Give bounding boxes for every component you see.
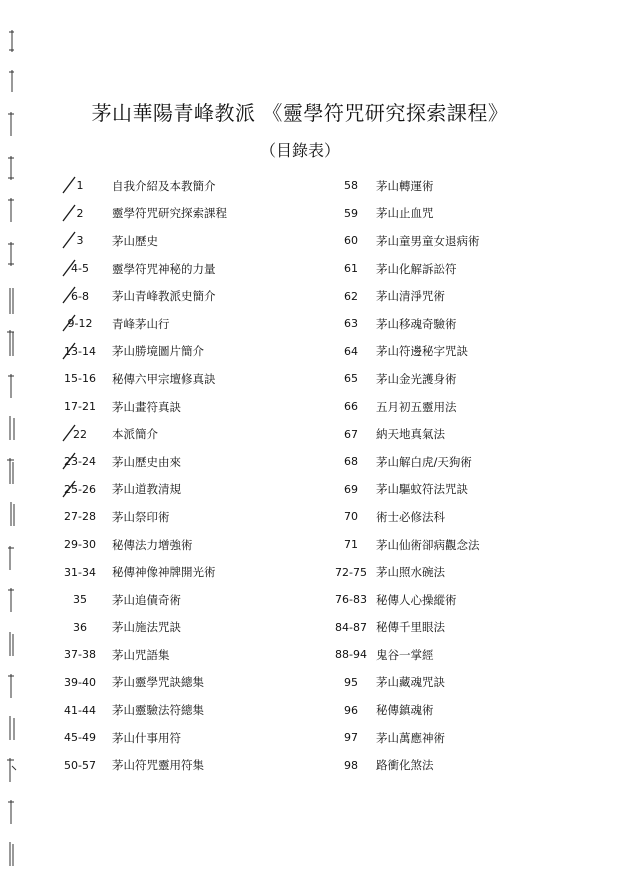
toc-entry (52, 338, 332, 366)
toc-chapter-title: 秘傳法力增強術 (112, 537, 193, 552)
toc-entry (52, 393, 332, 421)
toc-page-number: 58 (344, 179, 358, 193)
toc-page-number: 31-34 (64, 565, 96, 579)
toc-chapter-title: 秘傳鎮魂術 (376, 703, 434, 718)
toc-entry (52, 420, 332, 448)
toc-chapter-title: 茅山止血咒 (376, 206, 434, 221)
toc-page-number: 64 (344, 344, 358, 358)
toc-page-number: 13-14 (64, 344, 96, 358)
toc-chapter-title: 秘傳千里眼法 (376, 620, 445, 635)
toc-entry (328, 282, 608, 310)
toc-chapter-title: 術士必修法科 (376, 509, 445, 524)
toc-entry (52, 172, 332, 200)
toc-page-number: 25-26 (64, 482, 96, 496)
toc-chapter-title: 靈學符咒神秘的力量 (112, 261, 216, 276)
toc-entry (328, 696, 608, 724)
toc-page-number: 61 (344, 262, 358, 276)
handwritten-check-mark (60, 312, 80, 334)
handwritten-check-mark (60, 422, 80, 444)
toc-entry (328, 586, 608, 614)
toc-entry (328, 669, 608, 697)
toc-chapter-title: 茅山照水碗法 (376, 565, 445, 580)
toc-page-number: 9-12 (67, 317, 93, 331)
toc-page-number: 95 (344, 675, 358, 689)
toc-page-number: 37-38 (64, 648, 96, 662)
toc-chapter-title: 茅山轉運術 (376, 178, 434, 193)
document-subtitle: （目錄表） (259, 141, 340, 160)
toc-page-number: 1 (76, 179, 84, 193)
handwritten-check-mark (60, 229, 80, 251)
toc-entry (52, 696, 332, 724)
toc-page-number: 98 (344, 758, 358, 772)
toc-chapter-title: 茅山移魂奇驗術 (376, 316, 457, 331)
toc-chapter-title: 路衝化煞法 (376, 758, 434, 773)
toc-entry (328, 255, 608, 283)
toc-left-column (52, 172, 332, 779)
toc-chapter-title: 茅山清淨咒術 (376, 289, 445, 304)
toc-page-number: 39-40 (64, 675, 96, 689)
toc-entry (328, 641, 608, 669)
toc-entry (328, 420, 608, 448)
toc-chapter-title: 茅山咒語集 (112, 647, 170, 662)
toc-entry (52, 476, 332, 504)
toc-entry (328, 365, 608, 393)
toc-entry (52, 200, 332, 228)
toc-entry (328, 448, 608, 476)
toc-entry (52, 614, 332, 642)
handwritten-check-mark (60, 202, 80, 224)
toc-page-number: 76-83 (335, 593, 367, 607)
toc-chapter-title: 茅山童男童女退病術 (376, 233, 480, 248)
toc-chapter-title: 納天地真氣法 (376, 427, 445, 442)
toc-chapter-title: 茅山仙術卻病觀念法 (376, 537, 480, 552)
handwritten-check-mark (60, 450, 80, 472)
toc-page-number: 60 (344, 234, 358, 248)
toc-chapter-title: 茅山靈學咒訣總集 (112, 675, 204, 690)
toc-page-number: 2 (76, 206, 84, 220)
toc-page-number: 71 (344, 538, 358, 552)
toc-entry (328, 503, 608, 531)
toc-page-number: 27-28 (64, 510, 96, 524)
toc-chapter-title: 茅山符邊秘字咒訣 (376, 344, 468, 359)
handwritten-check-mark (60, 257, 80, 279)
toc-chapter-title: 茅山施法咒訣 (112, 620, 181, 635)
toc-entry (328, 393, 608, 421)
toc-chapter-title: 五月初五靈用法 (376, 399, 457, 414)
toc-chapter-title: 茅山什事用符 (112, 730, 181, 745)
toc-page-number: 88-94 (335, 648, 367, 662)
toc-entry (52, 503, 332, 531)
toc-page-number: 22 (73, 427, 87, 441)
toc-page-number: 84-87 (335, 620, 367, 634)
toc-chapter-title: 茅山化解訴訟符 (376, 261, 457, 276)
toc-chapter-title: 本派簡介 (112, 427, 158, 442)
toc-page-number: 29-30 (64, 538, 96, 552)
toc-entry (52, 586, 332, 614)
toc-entry (328, 200, 608, 228)
toc-chapter-title: 茅山勝境圖片簡介 (112, 344, 204, 359)
toc-page-number: 59 (344, 206, 358, 220)
toc-page-number: 70 (344, 510, 358, 524)
handwritten-check-mark (60, 478, 80, 500)
handwritten-check-mark (60, 340, 80, 362)
toc-chapter-title: 自我介紹及本教簡介 (112, 178, 216, 193)
toc-chapter-title: 茅山祭印術 (112, 509, 170, 524)
toc-chapter-title: 秘傳六甲宗壇修真訣 (112, 371, 216, 386)
toc-page-number: 63 (344, 317, 358, 331)
toc-page-number: 4-5 (71, 262, 89, 276)
toc-entry (52, 310, 332, 338)
toc-page-number: 41-44 (64, 703, 96, 717)
toc-chapter-title: 茅山解白虎/天狗術 (376, 454, 472, 469)
toc-entry (328, 724, 608, 752)
toc-page-number: 62 (344, 289, 358, 303)
toc-chapter-title: 茅山道教清規 (112, 482, 181, 497)
toc-page-number: 6-8 (71, 289, 89, 303)
toc-chapter-title: 茅山藏魂咒訣 (376, 675, 445, 690)
toc-page-number: 50-57 (64, 758, 96, 772)
toc-chapter-title: 茅山追債奇術 (112, 592, 181, 607)
toc-chapter-title: 茅山青峰教派史簡介 (112, 289, 216, 304)
toc-entry (52, 558, 332, 586)
toc-chapter-title: 秘傳神像神牌開光術 (112, 565, 216, 580)
toc-chapter-title: 茅山萬應神術 (376, 730, 445, 745)
toc-entry (328, 614, 608, 642)
toc-chapter-title: 茅山金光護身術 (376, 371, 457, 386)
handwritten-check-mark (60, 174, 80, 196)
toc-entry (52, 531, 332, 559)
toc-entry (52, 641, 332, 669)
toc-chapter-title: 青峰茅山行 (112, 316, 170, 331)
toc-entry (328, 558, 608, 586)
document-title: 茅山華陽青峰教派 《靈學符咒研究探索課程》 (91, 101, 509, 125)
toc-page-number: 66 (344, 400, 358, 414)
toc-entry (328, 531, 608, 559)
toc-right-column (328, 172, 608, 779)
toc-entry (328, 310, 608, 338)
toc-chapter-title: 茅山歷史由來 (112, 454, 181, 469)
toc-entry (52, 365, 332, 393)
toc-page-number: 3 (76, 234, 84, 248)
toc-page-number: 15-16 (64, 372, 96, 386)
toc-page-number: 96 (344, 703, 358, 717)
binder-edge-marks (0, 0, 30, 872)
toc-entry (52, 227, 332, 255)
toc-entry (52, 255, 332, 283)
toc-page-number: 65 (344, 372, 358, 386)
toc-entry (328, 172, 608, 200)
toc-page-number: 17-21 (64, 400, 96, 414)
toc-entry (328, 227, 608, 255)
toc-page-number: 35 (73, 593, 87, 607)
toc-page-number: 23-24 (64, 455, 96, 469)
toc-chapter-title: 鬼谷一掌經 (376, 647, 434, 662)
toc-chapter-title: 茅山符咒靈用符集 (112, 758, 204, 773)
toc-page-number: 67 (344, 427, 358, 441)
toc-entry (52, 448, 332, 476)
toc-chapter-title: 茅山畫符真訣 (112, 399, 181, 414)
toc-page-number: 97 (344, 731, 358, 745)
toc-chapter-title: 茅山歷史 (112, 233, 158, 248)
toc-page-number: 69 (344, 482, 358, 496)
toc-page-number: 68 (344, 455, 358, 469)
toc-entry (328, 476, 608, 504)
toc-chapter-title: 秘傳人心操縱術 (376, 592, 457, 607)
toc-chapter-title: 茅山靈驗法符總集 (112, 703, 204, 718)
toc-chapter-title: 茅山驅蚊符法咒訣 (376, 482, 468, 497)
toc-entry (52, 751, 332, 779)
toc-chapter-title: 靈學符咒研究探索課程 (112, 206, 227, 221)
toc-entry (52, 669, 332, 697)
toc-page-number: 36 (73, 620, 87, 634)
toc-entry (52, 282, 332, 310)
toc-page-number: 45-49 (64, 731, 96, 745)
toc-page-number: 72-75 (335, 565, 367, 579)
toc-entry (328, 751, 608, 779)
toc-entry (52, 724, 332, 752)
toc-entry (328, 338, 608, 366)
handwritten-check-mark (60, 284, 80, 306)
